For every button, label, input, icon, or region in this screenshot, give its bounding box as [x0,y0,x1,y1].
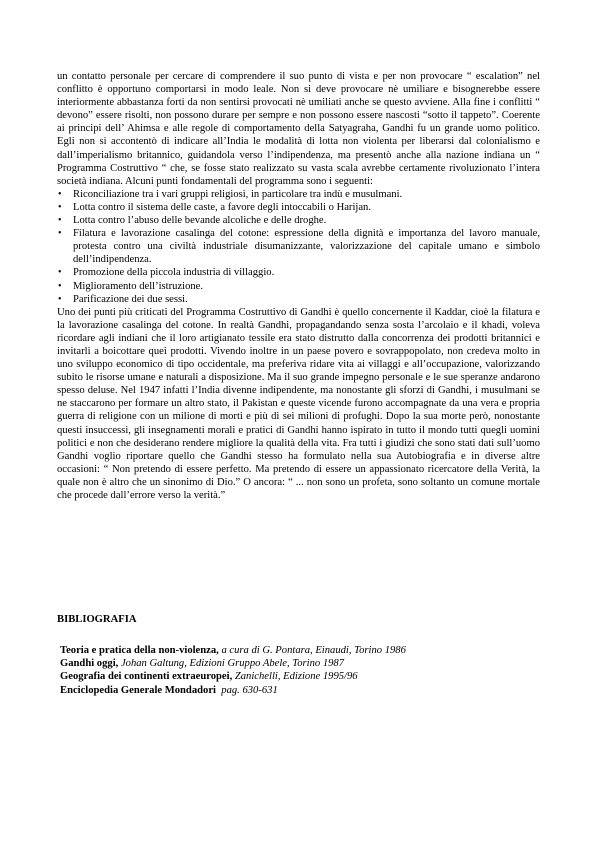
bibliography-entry: Teoria e pratica della non-violenza, a cura di G. Pontara, Einaudi, Torino 1986 [60,645,406,656]
intro-paragraph: un contatto personale per cercare di comprendere il suo punto di vista e per non provocare “ escalation” nel conflitto è opportuno comportarsi in modo leale. Non si deve provocare nè umiliare e bisognerebbe essere interiormente abbastanza forti da non sentirsi provocati nè umiliati anche se questo avviene. Alla fine i conflitti “ devono” essere risolti, non possono durare per sempre e non possono essere nascosti “sotto il tappeto”. Coerente ai principi dell’ Ahimsa e alle regole di comportamento della Satyagraha, Gandhi fu un grande uomo politico. Egli non si accontentò di indicare all’India le modalità di lotta non violenta per liberarsi dal colonialismo e dall’imperialismo britannico, guidandola verso l’indipendenza, ma presentò anche alla nazione indiana un “ Programma Costruttivo “ che, se fosse stato realizzato su vasta scala avrebbe certamente rivoluzionato l’intera società indiana. Alcuni punti fondamentali del programma sono i seguenti: [57,71,540,187]
bibliography-list [60,644,406,697]
bibliography-heading: BIBLIOGRAFIA [57,614,137,625]
bullet-icon: • [58,267,62,279]
bullet-icon: • [58,280,62,292]
bullet-icon: • [58,228,62,240]
main-text [57,70,540,502]
bullet-icon: • [58,201,62,213]
list-item: • Parificazione dei due sessi. [58,293,188,305]
list-item: • Promozione della piccola industria di villaggio. [58,267,275,279]
program-points-list [57,188,540,306]
bibliography-entry: Geografia dei continenti extraeuropei, Zanichelli, Edizione 1995/96 [60,671,358,683]
list-item: • Filatura e lavorazione casalinga del cotone: espressione della dignità e importanza del lavoro manuale, protesta contro una civiltà industriale disumanizzante, valorizzazione del capitale umano e simbolo dell’indipendenza. [58,228,540,266]
list-item: • Lotta contro l’abuso delle bevande alcoliche e delle droghe. [58,215,327,227]
bullet-icon: • [58,215,62,227]
bibliography-entry: Enciclopedia Generale Mondadori pag. 630-631 [60,684,278,696]
list-item: • Riconciliazione tra i vari gruppi religiosi, in particolare tra indù e musulmani. [58,188,403,200]
list-item: • Miglioramento dell’istruzione. [58,280,204,292]
list-item: • Lotta contro il sistema delle caste, a favore degli intoccabili o Harijan. [58,201,371,213]
bullet-icon: • [58,188,62,200]
conclusion-paragraph: Uno dei punti più criticati del Programma Costruttivo di Gandhi è quello concernente il Kaddar, cioè la filatura e la lavorazione casalinga del cotone. In realtà Gandhi, propagandando senza sosta l’arcolaio e il khadi, voleva ricordare agli indiani che il loro artigianato tessile era stato distrutto dalla concorrenza dei prodotti britannici e invitarli a boicottare quei prodotti. Vivendo inoltre in un paese povero e sovrappopolato, non credeva molto in uno sviluppo economico di tipo occidentale, ma preferiva ridare vita ai villaggi e all’occupazione, valorizzando subito le risorse umane e naturali a disposizione. Ma il suo grande impegno personale e le sue speranze andarono spesso deluse. Nel 1947 infatti l’India divenne indipendente, ma nonostante gli sforzi di Gandhi, i musulmani se ne staccarono per formare un altro stato, il Pakistan e queste vicende furono accompagnate da una vera e propria guerra di religione con un milione di morti e più di sei milioni di profughi. Dopo la sua morte però, nonostante questi insuccessi, gli insegnamenti morali e pratici di Gandhi hanno ispirato in tutto il mondo tutti quegli uomini politici e non che desiderano rendere migliore la qualità della vita. Fra tutti i giudizi che sono stati dati sull’uomo Gandhi voglio riportare quello che Gandhi stesso ha formulato nella sua Autobiografia e in diverse altre occasioni: “ Non pretendo di essere perfetto. Ma pretendo di essere un appassionato ricercatore della Verità, la quale non è altro che un sinonimo di Dio.” O ancora: “ ... non sono un profeta, sono soltanto un comune mortale che procede dall’errore verso la verità.” [57,306,540,501]
bibliography-entry: Gandhi oggi, Johan Galtung, Edizioni Gruppo Abele, Torino 1987 [60,658,345,670]
bullet-icon: • [58,293,62,305]
